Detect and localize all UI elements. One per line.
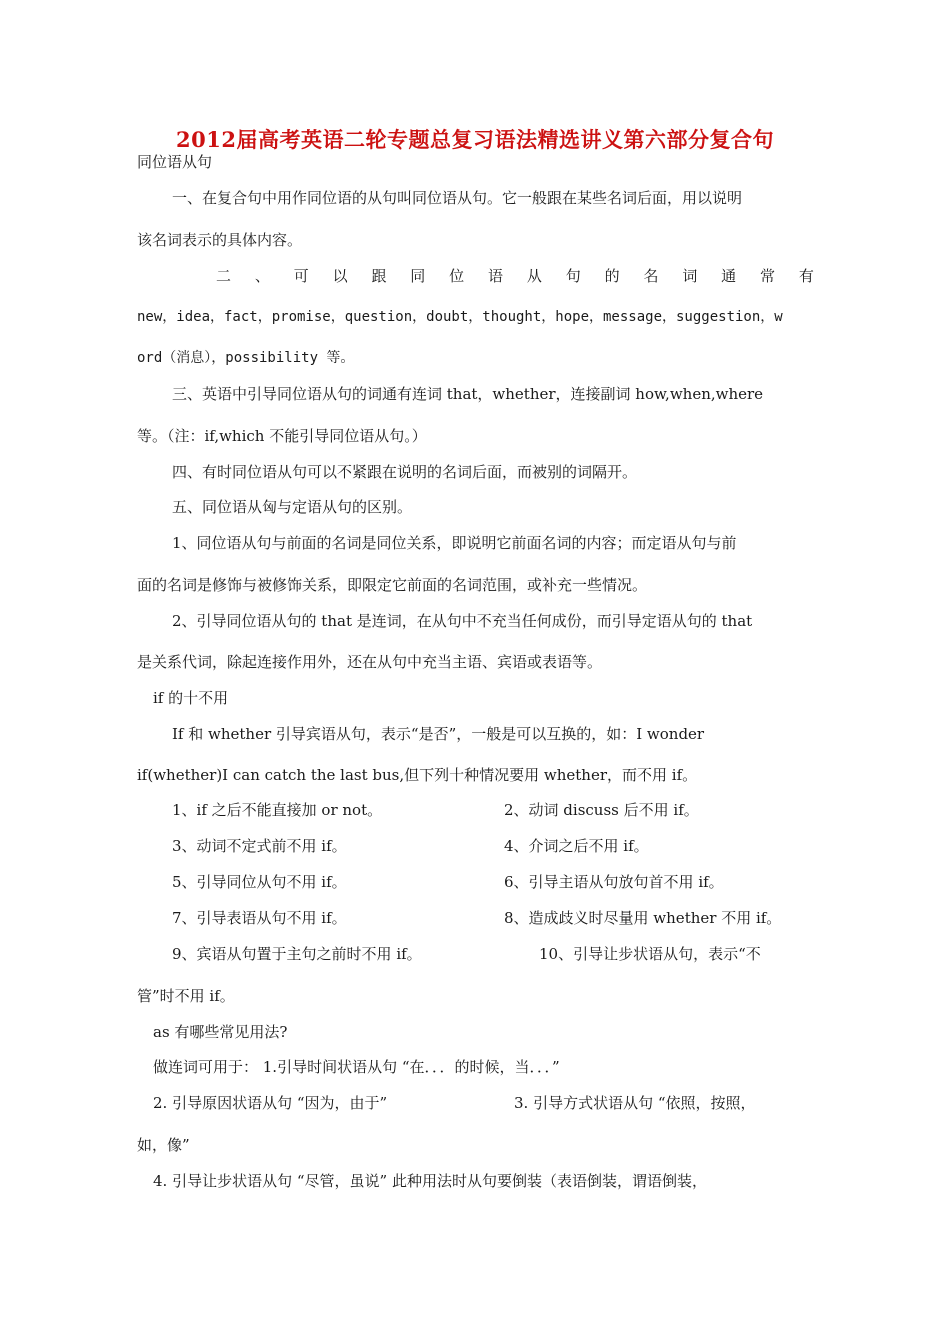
- spaced-char: 以: [332, 267, 348, 285]
- paragraph-line: 2、引导同位语从句的 that 是连词，在从句中不充当任何成份，而引导定语从句的 that: [172, 612, 753, 630]
- rule-item: 9、宾语从句置于主句之前时不用 if。: [172, 945, 422, 963]
- paragraph-line: If 和 whether 引导宾语从句，表示“是否”，一般是可以互换的，如：I wonder: [172, 725, 705, 743]
- spaced-char: 常: [760, 267, 776, 285]
- paragraph-line: new，idea，fact，promise，question，doubt，thought，hope，message，suggestion，w: [137, 309, 783, 325]
- spaced-char: 从: [526, 267, 542, 285]
- paragraph-line: 该名词表示的具体内容。: [137, 231, 303, 249]
- paragraph-line: 面的名词是修饰与被修饰关系，即限定它前面的名词范围，或补充一些情况。: [137, 576, 648, 594]
- spaced-char: 、: [254, 267, 270, 285]
- paragraph-line-spaced: [216, 266, 814, 286]
- rule-item: 1、if 之后不能直接加 or not。: [172, 801, 383, 819]
- spaced-char: 二: [216, 267, 232, 285]
- paragraph-line: 2. 引导原因状语从句 “因为，由于”: [153, 1094, 388, 1112]
- paragraph-line: 1、同位语从句与前面的名词是同位关系，即说明它前面名词的内容；而定语从句与前: [172, 534, 737, 552]
- spaced-char: 语: [488, 267, 504, 285]
- spaced-char: 名: [643, 267, 659, 285]
- paragraph-line: 三、英语中引导同位语从句的词通有连词 that，whether，连接副词 how,when,where: [172, 385, 764, 403]
- rule-item: 2、动词 discuss 后不用 if。: [504, 801, 699, 819]
- paragraph-line: 3. 引导方式状语从句 “依照，按照，: [514, 1094, 756, 1112]
- paragraph-line: 四、有时同位语从句可以不紧跟在说明的名词后面，而被别的词隔开。: [172, 463, 638, 481]
- paragraph-line: 管”时不用 if。: [137, 987, 235, 1005]
- spaced-char: 同: [410, 267, 426, 285]
- section-heading-if: if 的十不用: [153, 689, 229, 707]
- section-heading-as: as 有哪些常见用法?: [153, 1023, 288, 1041]
- paragraph-line: 五、同位语从匈与定语从句的区别。: [172, 498, 413, 516]
- document-title: 2012届高考英语二轮专题总复习语法精选讲义第六部分复合句: [176, 127, 774, 152]
- rule-item: 10、引导让步状语从句，表示“不: [539, 945, 761, 963]
- spaced-char: 词: [682, 267, 698, 285]
- paragraph-line: 如，像”: [137, 1136, 190, 1154]
- rule-item: 6、引导主语从句放句首不用 if。: [504, 873, 724, 891]
- spaced-char: 可: [293, 267, 309, 285]
- paragraph-line: 等。（注：if,which 不能引导同位语从句。）: [137, 427, 427, 445]
- paragraph-line: 做连词可用于： 1.引导时间状语从句 “在．．．的时候，当．．．”: [153, 1058, 560, 1076]
- paragraph-line: 是关系代词，除起连接作用外，还在从句中充当主语、宾语或表语等。: [137, 653, 603, 671]
- rule-item: 5、引导同位从句不用 if。: [172, 873, 347, 891]
- paragraph-line: 一、在复合句中用作同位语的从句叫同位语从句。它一般跟在某些名词后面，用以说明: [172, 189, 743, 207]
- paragraph-line: ord（消息），possibility 等。: [137, 350, 355, 366]
- rule-item: 3、动词不定式前不用 if。: [172, 837, 347, 855]
- paragraph-line: if(whether)I can catch the last bus,但下列十种情况要用 whether，而不用 if。: [137, 766, 698, 784]
- spaced-char: 有: [798, 267, 814, 285]
- spaced-char: 的: [604, 267, 620, 285]
- spaced-char: 通: [721, 267, 737, 285]
- paragraph-line: 4. 引导让步状语从句 “尽管，虽说” 此种用法时从句要倒装（表语倒装，谓语倒装，: [153, 1172, 707, 1190]
- rule-item: 7、引导表语从句不用 if。: [172, 909, 347, 927]
- section-heading-appositive: 同位语从句: [137, 153, 213, 171]
- spaced-char: 句: [565, 267, 581, 285]
- spaced-char: 位: [449, 267, 465, 285]
- rule-item: 8、造成歧义时尽量用 whether 不用 if。: [504, 909, 782, 927]
- rule-item: 4、介词之后不用 if。: [504, 837, 649, 855]
- spaced-char: 跟: [371, 267, 387, 285]
